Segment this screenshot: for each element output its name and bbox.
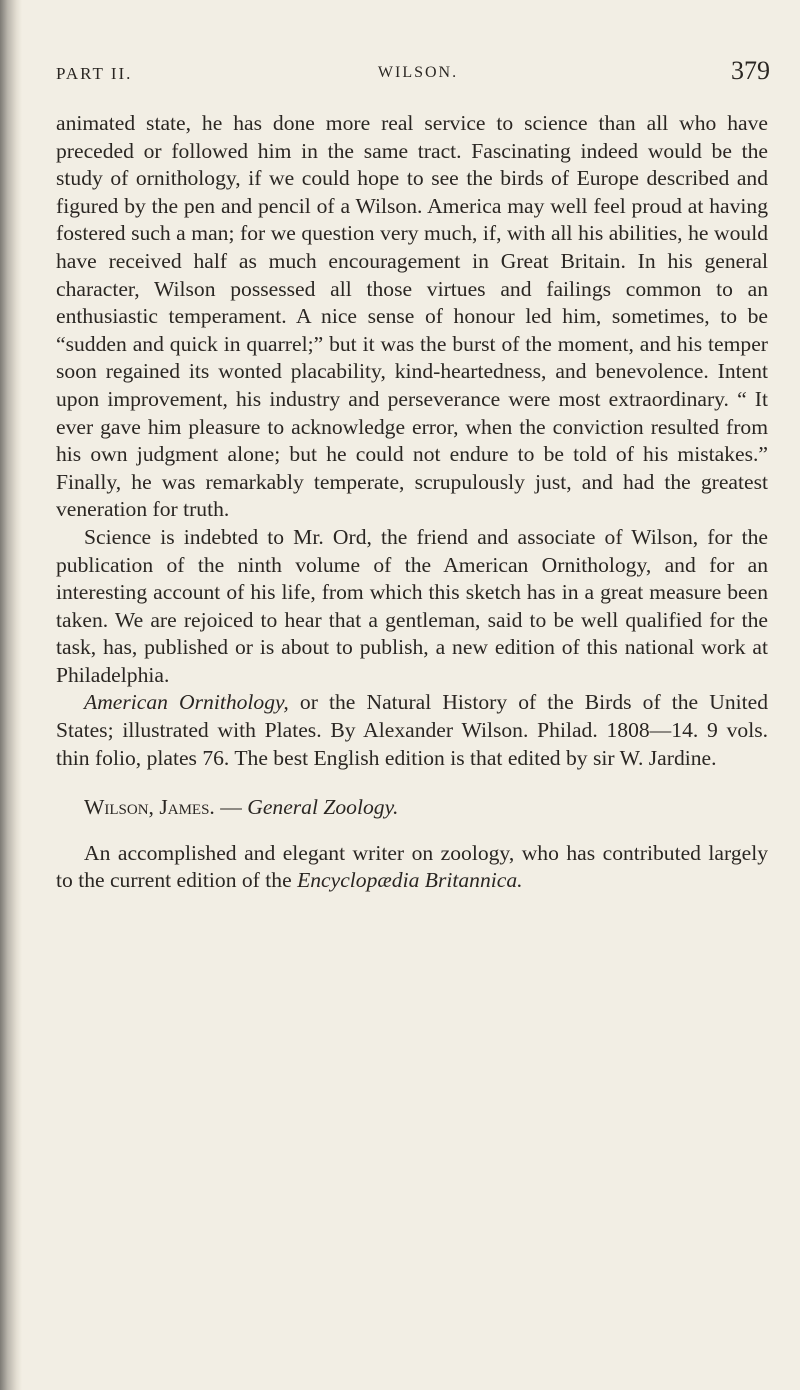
body-text — [56, 110, 768, 895]
entry-description-text: An accomplished and elegant writer on zoology, who has contributed largely to the current edition of the — [56, 840, 768, 893]
paragraph-acknowledgement: Science is indebted to Mr. Ord, the friend and associate of Wilson, for the publication of the ninth volume of the American Ornithology, and for an interesting account of his life, from which this sketch has in a great measure been taken. We are rejoiced to hear that a gentleman, said to be well qualified for the task, has, published or is about to publish, a new edition of this national work at Philadelphia. — [56, 524, 768, 687]
running-head-title: WILSON. — [377, 64, 459, 81]
bibliography-details: or the Natural History of the Birds of the United States; illustrated with Plates. By Alexander Wilson. Philad. 1808—14. 9 vols. thin folio, plates 76. The best English edition is that edited by sir W. Jardine. — [56, 690, 769, 770]
paragraph-continuation: animated state, he has done more real service to science than all who have preceded or followed him in the same tract. Fascinating indeed would be the study of ornithology, if we could hope to see the birds of Europe described and figured by the pen and pencil of a Wilson. America may well feel proud at having fostered such a man; for we question very much, if, with all his abilities, he would have received half as much encouragement in Great Britain. In his general character, Wilson possessed all those virtues and failings common to an enthusiastic temperament. A nice sense of honour led him, sometimes, to be “sudden and quick in quarrel;” but it was the burst of the moment, and his temper soon regained its wonted placability, kind-heartedness, and benevolence. Intent upon improvement, his industry and perseverance were most extraordinary. “ It ever gave him pleasure to acknowledge error, when the conviction resulted from his own judgment alone; but he could not endure to be told of his mistakes.” Finally, he was remarkably temperate, scrupulously just, and had the greatest veneration for truth. — [56, 111, 768, 522]
running-head — [48, 58, 770, 88]
running-head-part: PART II. — [56, 64, 133, 83]
entry-dash: — — [214, 795, 248, 820]
entry-heading — [56, 794, 768, 822]
entry-description-work: Encyclopædia Britannica. — [297, 868, 523, 893]
bibliography-entry — [56, 689, 768, 772]
entry-description — [56, 840, 768, 895]
page-number: 379 — [731, 56, 770, 85]
book-page — [48, 0, 770, 1390]
entry-name: Wilson, James. — [84, 795, 215, 820]
entry-subject: General Zoology. — [247, 795, 399, 820]
bibliography-title: American Ornithology, — [84, 690, 289, 715]
book-binding-shadow — [0, 0, 22, 1390]
